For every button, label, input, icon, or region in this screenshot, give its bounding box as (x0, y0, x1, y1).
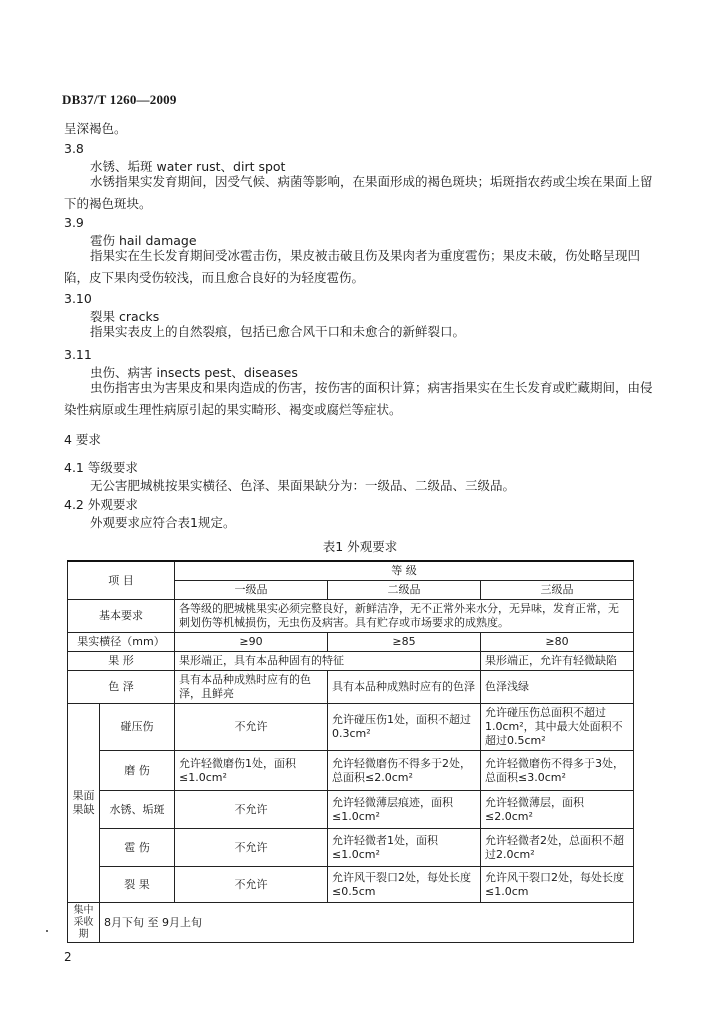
table-cell: 允许轻微薄层，面积≤2.0cm² (481, 791, 634, 829)
table-cell: 允许轻微磨伤不得多于3处，总面积≤3.0cm² (481, 751, 634, 791)
page-number: 2 (64, 950, 72, 964)
table-cell: 具有本品种成熟时应有的色泽 (328, 671, 481, 704)
table-row (68, 600, 634, 633)
term-definition: 虫伤指害虫为害果皮和果肉造成的伤害，按伤害的面积计算；病害指果实在生长发育或贮藏期间，由侵染性病原或生理性病原引起的果实畸形、褐变或腐烂等症状。 (64, 380, 653, 417)
item-header: 项 目 (68, 561, 175, 600)
table-cell: 允许轻微者1处，面积≤1.0cm² (328, 829, 481, 867)
table-row (68, 829, 634, 867)
grade-cell: 二级品 (328, 581, 481, 600)
table-caption: 表1 外观要求 (322, 539, 398, 554)
table-cell: 色泽浅绿 (481, 671, 634, 704)
row-label: 碰压伤 (100, 704, 175, 751)
row-label: 基本要求 (68, 600, 175, 633)
section-heading: 4.1 等级要求 (64, 460, 138, 475)
row-label: 磨 伤 (100, 751, 175, 791)
continued-text: 呈深褐色。 (64, 121, 127, 136)
term-title: 裂果 cracks (90, 309, 160, 324)
row-label: 雹 伤 (100, 829, 175, 867)
row-label: 水锈、垢斑 (100, 791, 175, 829)
term-definition: 水锈指果实发育期间，因受气候、病菌等影响，在果面形成的褐色斑块；垢斑指农药或尘埃在果面上留下的褐色斑块。 (64, 174, 653, 211)
section-number: 3.10 (64, 291, 92, 306)
table-row (68, 751, 634, 791)
row-label: 集中采收期 (68, 903, 100, 943)
table-cell: 果形端正，具有本品种固有的特征 (175, 652, 481, 671)
term-title: 虫伤、病害 insects pest、diseases (90, 365, 298, 380)
table-cell: 果形端正，允许有轻微缺陷 (481, 652, 634, 671)
section-text: 外观要求应符合表1规定。 (90, 515, 236, 530)
table-row (68, 671, 634, 704)
table-row (68, 903, 634, 943)
table-cell: 具有本品种成熟时应有的色泽，且鲜亮 (175, 671, 328, 704)
table-header-row (68, 561, 634, 581)
grade-cell: 三级品 (481, 581, 634, 600)
section-text: 无公害肥城桃按果实横径、色泽、果面果缺分为：一级品、二级品、三级品。 (90, 478, 516, 493)
table-cell: ≥85 (328, 633, 481, 652)
grade-cell: 一级品 (175, 581, 328, 600)
table-cell: 允许轻微磨伤1处，面积≤1.0cm² (175, 751, 328, 791)
scan-dot (46, 930, 48, 932)
table-row (68, 633, 634, 652)
grade-header: 等 级 (175, 561, 634, 581)
row-label: 裂 果 (100, 867, 175, 903)
term-definition: 指果实在生长发育期间受冰雹击伤，果皮被击破且伤及果肉者为重度雹伤；果皮未破，伤处略呈现凹陷，皮下果肉受伤较浅，而且愈合良好的为轻度雹伤。 (64, 248, 641, 285)
table-cell: 不允许 (175, 867, 328, 903)
section-heading: 4 要求 (64, 432, 101, 447)
table-cell: 允许风干裂口2处，每处长度≤1.0cm (481, 867, 634, 903)
table-row (68, 867, 634, 903)
section-heading: 4.2 外观要求 (64, 497, 138, 512)
basic-requirement-text: 各等级的肥城桃果实必须完整良好，新鲜洁净，无不正常外来水分，无异味，发育正常，无刺划伤等机械损伤，无虫伤及病害。具有贮存或市场要求的成熟度。 (175, 600, 634, 633)
term-title: 雹伤 hail damage (90, 233, 197, 248)
table-cell: 允许碰压伤1处，面积不超过0.3cm² (328, 704, 481, 751)
section-number: 3.8 (64, 141, 84, 156)
table-cell: 允许风干裂口2处，每处长度≤0.5cm (328, 867, 481, 903)
defect-group-label: 果面果缺 (68, 704, 100, 903)
table-cell: 不允许 (175, 704, 328, 751)
table-cell: 允许碰压伤总面积不超过1.0cm²，其中最大处面积不超过0.5cm² (481, 704, 634, 751)
table-cell: ≥90 (175, 633, 328, 652)
harvest-period-text: 8月下旬 至 9月上旬 (100, 903, 634, 943)
section-number: 3.11 (64, 347, 92, 362)
table-cell: 允许轻微磨伤不得多于2处，总面积≤2.0cm² (328, 751, 481, 791)
table-cell: 不允许 (175, 791, 328, 829)
table-row (68, 652, 634, 671)
term-definition: 指果实表皮上的自然裂痕，包括已愈合风干口和未愈合的新鲜裂口。 (90, 324, 466, 339)
row-label: 果 形 (68, 652, 175, 671)
table-cell: 允许轻微者2处，总面积不超过2.0cm² (481, 829, 634, 867)
table-cell: 不允许 (175, 829, 328, 867)
row-label: 色 泽 (68, 671, 175, 704)
row-label: 果实横径（mm） (68, 633, 175, 652)
section-number: 3.9 (64, 215, 84, 230)
table-row (68, 704, 634, 751)
table-cell: ≥80 (481, 633, 634, 652)
appearance-requirements-table (67, 560, 634, 943)
standard-code: DB37/T 1260—2009 (62, 92, 177, 107)
term-title: 水锈、垢斑 water rust、dirt spot (90, 159, 286, 174)
table-row (68, 791, 634, 829)
table-cell: 允许轻微薄层痕迹，面积≤1.0cm² (328, 791, 481, 829)
